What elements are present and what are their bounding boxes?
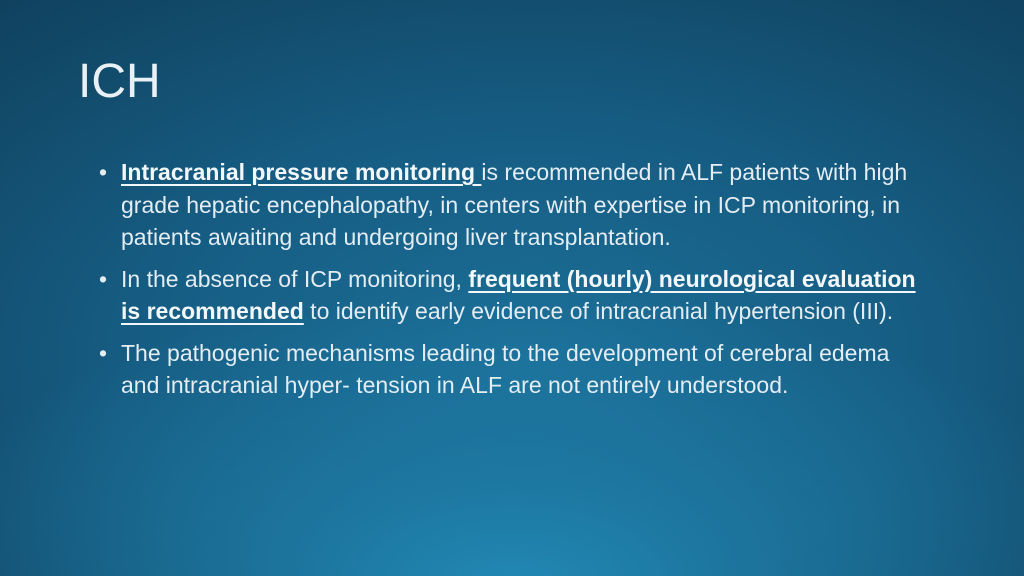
bullet-highlight: frequent (hourly) neurological evaluation is recommended [121, 265, 916, 324]
bullet-item-neuro-evaluation [99, 263, 921, 328]
bullet-item-icp-monitoring [99, 156, 921, 254]
bullet-text-post: to identify early evidence of intracranial hypertension (III). [303, 298, 894, 324]
bullet-highlight: Intracranial pressure monitoring [121, 159, 482, 185]
bullet-item-pathogenic-mechanisms [99, 337, 921, 402]
bullet-text: The pathogenic mechanisms leading to the development of cerebral edema and intracranial hyper- tension in ALF are not entirely understood. [121, 339, 890, 398]
bullet-icon: • [99, 265, 108, 292]
bullet-icon: • [99, 159, 108, 185]
slide-title: ICH [78, 55, 161, 108]
bullet-text-pre: In the absence of ICP monitoring, [121, 265, 469, 292]
bullet-text: is recommended in ALF patients with high grade hepatic encephalopathy, in centers with expertise in ICP monitoring, in patients awaiting and undergoing liver transplantation. [121, 159, 908, 250]
bullet-list [99, 156, 921, 411]
bullet-icon: • [99, 339, 108, 366]
